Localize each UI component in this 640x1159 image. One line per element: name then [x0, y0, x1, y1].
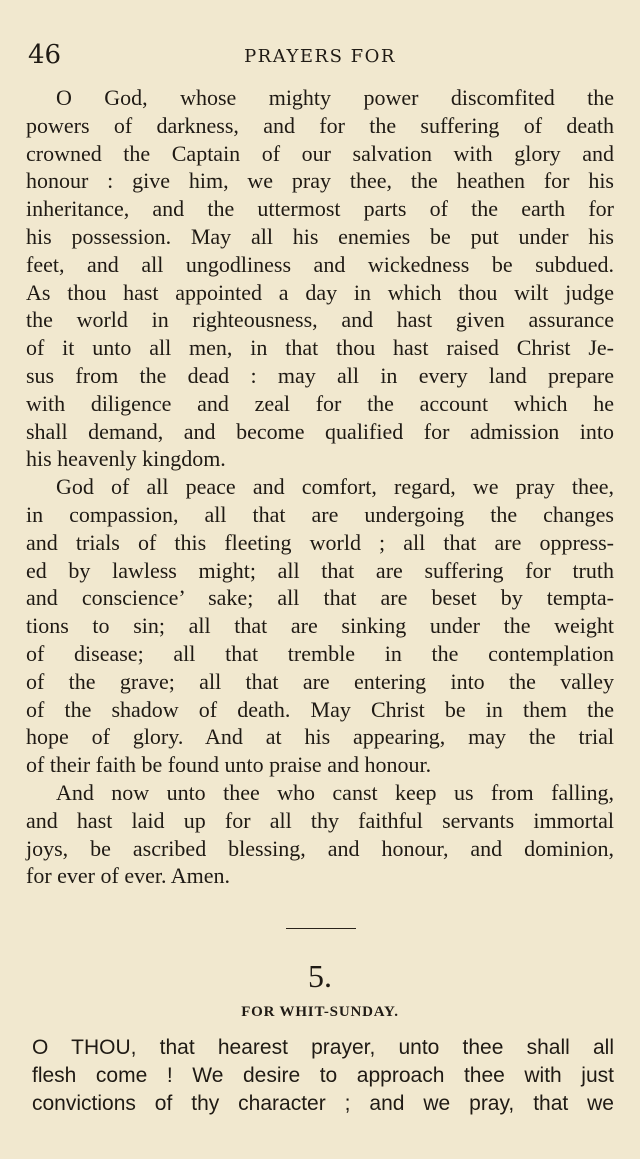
text-line: his possession. May all his enemies be put under his — [26, 223, 614, 249]
prayer-text — [26, 84, 614, 890]
section-text — [32, 1034, 614, 1117]
text-line: crowned the Captain of our salvation with glory and — [26, 140, 614, 166]
text-line: of it unto all men, in that thou hast raised Christ Je- — [26, 335, 614, 361]
text-line: O God, whose mighty power discomfited the — [56, 85, 614, 110]
text-line: inheritance, and the uttermost parts of the earth for — [26, 196, 614, 222]
section-number: 5. — [308, 958, 332, 994]
text-line: O THOU, that hearest prayer, unto thee shall all — [32, 1036, 614, 1059]
text-line: with diligence and zeal for the account which he — [26, 390, 614, 416]
page-number: 46 — [28, 40, 62, 70]
text-line: the world in righteousness, and hast given assurance — [26, 307, 614, 333]
text-line: honour : give him, we pray thee, the heathen for his — [26, 168, 614, 194]
page-header — [28, 40, 612, 72]
text-line: and conscience’ sake; all that are beset by tempta- — [26, 585, 614, 611]
running-head: PRAYERS FOR — [244, 46, 396, 67]
text-line: As thou hast appointed a day in which thou wilt judge — [26, 279, 614, 305]
text-line: of the shadow of death. May Christ be in them the — [26, 696, 614, 722]
text-line: And now unto thee who canst keep us from falling, — [56, 779, 614, 805]
text-line: of their faith be found unto praise and honour. — [26, 752, 432, 778]
text-line: tions to sin; all that are sinking under the weight — [26, 613, 614, 639]
text-line: powers of darkness, and for the suffering of death — [26, 112, 614, 138]
text-line: and hast laid up for all thy faithful servants immortal — [26, 807, 614, 833]
text-line: for ever of ever. Amen. — [26, 863, 231, 889]
text-line: and trials of this fleeting world ; all that are oppress- — [26, 529, 614, 555]
section-divider — [286, 928, 356, 929]
text-line: convictions of thy character ; and we pray, that we — [32, 1091, 614, 1115]
text-line: sus from the dead : may all in every land prepare — [26, 362, 614, 388]
text-line: joys, be ascribed blessing, and honour, and dominion, — [26, 835, 614, 861]
text-line: of the grave; all that are entering into the valley — [26, 668, 614, 694]
text-line: in compassion, all that are undergoing the changes — [26, 501, 614, 527]
text-line: shall demand, and become qualified for admission into — [26, 418, 614, 444]
section-title: FOR WHIT-SUNDAY. — [241, 1004, 399, 1020]
text-line: of disease; all that tremble in the contemplation — [26, 640, 614, 666]
text-line: feet, and all ungodliness and wickedness be subdued. — [26, 251, 614, 277]
text-line: ed by lawless might; all that are suffering for truth — [26, 557, 614, 583]
text-line: his heavenly kingdom. — [26, 446, 226, 472]
text-line: flesh come ! We desire to approach thee with just — [32, 1063, 614, 1087]
text-line: hope of glory. And at his appearing, may the trial — [26, 724, 614, 750]
text-line: God of all peace and comfort, regard, we pray thee, — [56, 474, 614, 500]
